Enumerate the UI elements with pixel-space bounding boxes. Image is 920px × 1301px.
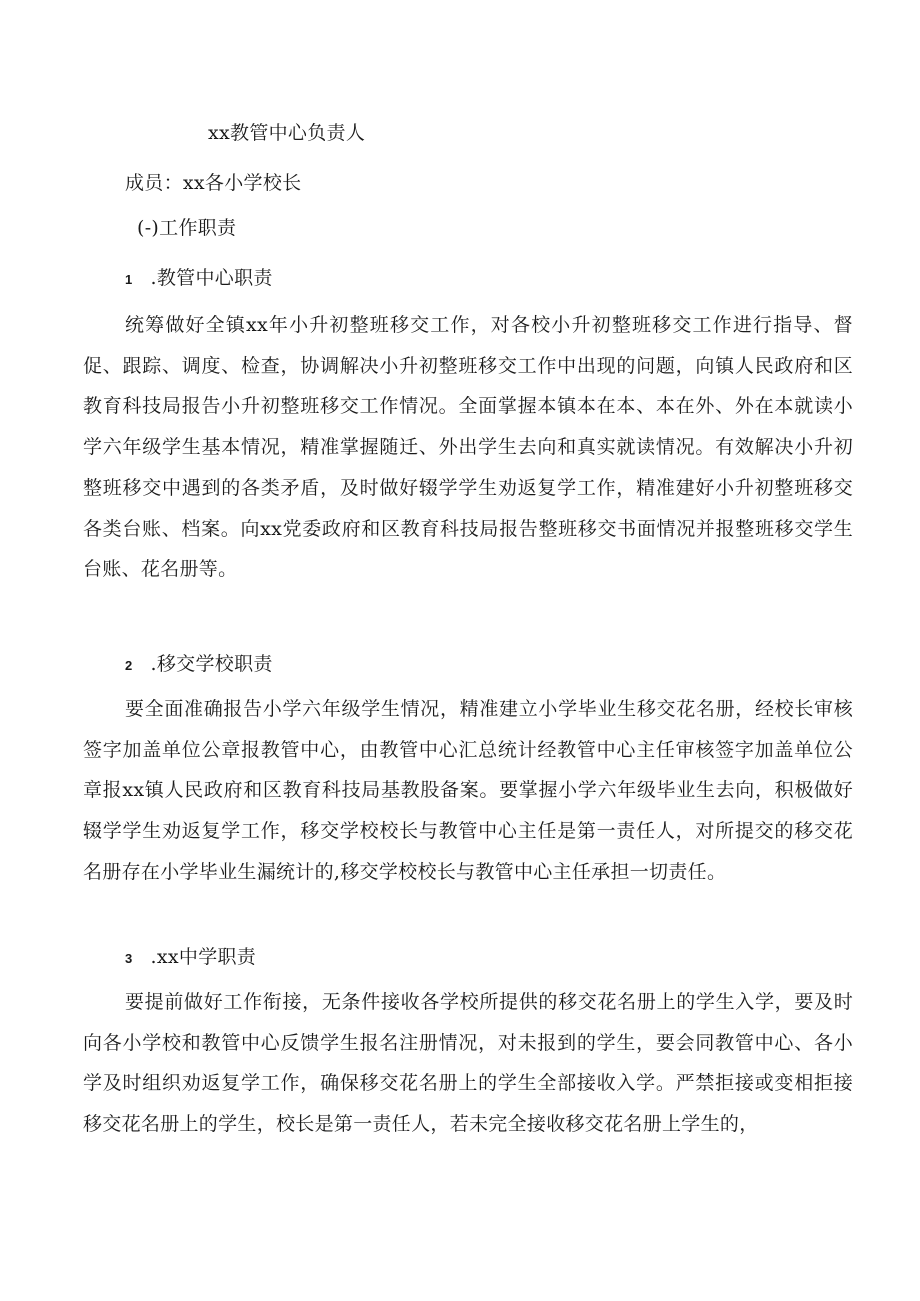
item-number-2: 2 <box>125 658 133 673</box>
section-heading: (-)工作职责 <box>137 217 237 239</box>
item-heading-1 <box>125 266 273 292</box>
item-heading-2 <box>125 652 273 678</box>
item-number-3: 3 <box>125 951 133 966</box>
item-body-1: 统筹做好全镇xx年小升初整班移交工作，对各校小升初整班移交工作进行指导、督促、跟踪、调度、检查，协调解决小升初整班移交工作中出现的问题，向镇人民政府和区教育科技局报告小升初整班移交工作情况。全面掌握本镇本在本、本在外、外在本就读小学六年级学生基本情况，精准掌握随迁、外出学生去向和真实就读情况。有效解决小升初整班移交中遇到的各类矛盾，及时做好辍学学生劝返复学工作，精准建好小升初整班移交各类台账、档案。向xx党委政府和区教育科技局报告整班移交书面情况并报整班移交学生台账、花名册等。 <box>83 314 853 581</box>
item-body-3: 要提前做好工作衔接，无条件接收各学校所提供的移交花名册上的学生入学，要及时向各小学校和教管中心反馈学生报名注册情况，对未报到的学生，要会同教管中心、各小学及时组织劝返复学工作，确保移交花名册上的学生全部接收入学。严禁拒接或变相拒接移交花名册上的学生，校长是第一责任人，若未完全接收移交花名册上学生的， <box>83 991 853 1136</box>
item-heading-3 <box>125 945 256 971</box>
members-line: 成员：xx各小学校长 <box>125 172 302 194</box>
item-heading-text-2: .移交学校职责 <box>150 653 273 675</box>
item-number-1: 1 <box>125 272 133 287</box>
leader-line: xx教管中心负责人 <box>208 122 366 144</box>
item-body-2: 要全面准确报告小学六年级学生情况，精准建立小学毕业生移交花名册，经校长审核签字加盖单位公章报教管中心，由教管中心汇总统计经教管中心主任审核签字加盖单位公章报xx镇人民政府和区教育科技局基教股备案。要掌握小学六年级毕业生去向，积极做好辍学学生劝返复学工作，移交学校校长与教管中心主任是第一责任人，对所提交的移交花名册存在小学毕业生漏统计的,移交学校校长与教管中心主任承担一切责任。 <box>83 698 853 883</box>
item-heading-text-1: .教管中心职责 <box>150 267 273 289</box>
item-heading-text-3: .xx中学职责 <box>150 946 257 968</box>
